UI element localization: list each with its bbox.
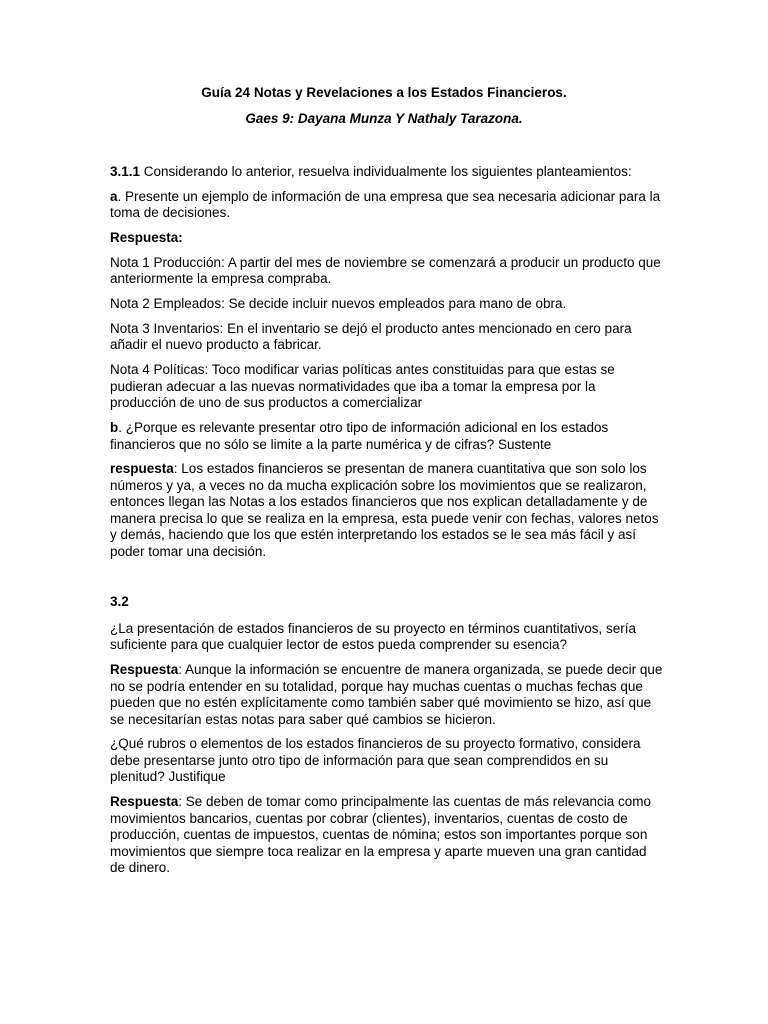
question-3-1-1: [110, 164, 665, 181]
answer-heading: Respuesta:: [110, 230, 183, 246]
question-text: . Presente un ejemplo de información de una empresa que sea necesaria adicionar para la toma de decisiones.: [110, 188, 661, 221]
section-heading-3-2: 3.2: [110, 594, 129, 610]
answer-text: : Los estados financieros se presentan de manera cuantitativa que son solo los números y ya, a veces no da mucha explicación sobre los movimientos que se realizaron, entonces llegan las Notas a los estados financieros que nos explican detalladamente y de manera precisa lo que se realiza en la empresa, esta puede venir con fechas, valores netos y demás, haciendo que los que estén interpretando los estados se le sea más fácil y así poder tomar una decisión.: [110, 461, 659, 559]
question-number: 3.1.1: [110, 164, 141, 179]
question-b: [110, 420, 665, 453]
question-text: Considerando lo anterior, resuelva individualmente los siguientes planteamientos:: [140, 164, 632, 179]
answer-label: Respuesta: [110, 662, 179, 678]
question-3-2-a: ¿La presentación de estados financieros de su proyecto en términos cuantitativos, sería suficiente para que cualquier lector de estos pueda comprender su esencia?: [110, 620, 637, 653]
answer-label: respuesta: [110, 461, 174, 477]
document-subtitle: Gaes 9: Dayana Munza Y Nathaly Tarazona.: [245, 111, 523, 126]
answer-3-2-a: [110, 662, 665, 728]
answer-b: [110, 461, 665, 560]
answer-label: Respuesta: [110, 794, 179, 810]
note-2: Nota 2 Empleados: Se decide incluir nuevos empleados para mano de obra.: [110, 296, 567, 312]
question-3-2-b: ¿Qué rubros o elementos de los estados financieros de su proyecto formativo, considera debe presentarse junto otro tipo de información para que sean comprendidos en su plenitud? Justifique: [110, 736, 641, 785]
question-letter: a: [110, 188, 118, 204]
question-a: [110, 189, 665, 222]
question-text: . ¿Porque es relevante presentar otro tipo de información adicional en los estados financieros que no sólo se limite a la parte numérica y de cifras? Sustente: [110, 420, 609, 452]
document-title: Guía 24 Notas y Revelaciones a los Estados Financieros.: [201, 85, 567, 100]
answer-text: : Aunque la información se encuentre de manera organizada, se puede decir que no se podría entender en su totalidad, porque hay muchas cuentas o muchas fechas que pueden que no estén explícitamente como también saber qué movimiento se hizo, así que se necesitarían estas notas para saber qué cambios se hicieron.: [110, 662, 663, 727]
note-1: Nota 1 Producción: A partir del mes de noviembre se comenzará a producir un producto que anteriormente la empresa compraba.: [110, 254, 661, 287]
note-4: Nota 4 Políticas: Toco modificar varias políticas antes constituidas para que estas se pudieran adecuar a las nuevas normatividades que iba a tomar la empresa por la producción de uno de sus productos a comercializar: [110, 362, 615, 411]
question-letter: b: [110, 420, 119, 436]
document-body: [110, 164, 665, 885]
answer-3-2-b: [110, 794, 665, 877]
answer-text: : Se deben de tomar como principalmente las cuentas de más relevancia como movimientos bancarios, cuentas por cobrar (clientes), inventarios, cuentas de costo de producción, cuentas de impuestos, cuentas de nómina; estos son importantes porque son movimientos que siempre toca realizar en la empresa y aparte mueven una gran cantidad de dinero.: [110, 794, 652, 876]
note-3: Nota 3 Inventarios: En el inventario se dejó el producto antes mencionado en cero para añadir el nuevo producto a fabricar.: [110, 320, 632, 353]
